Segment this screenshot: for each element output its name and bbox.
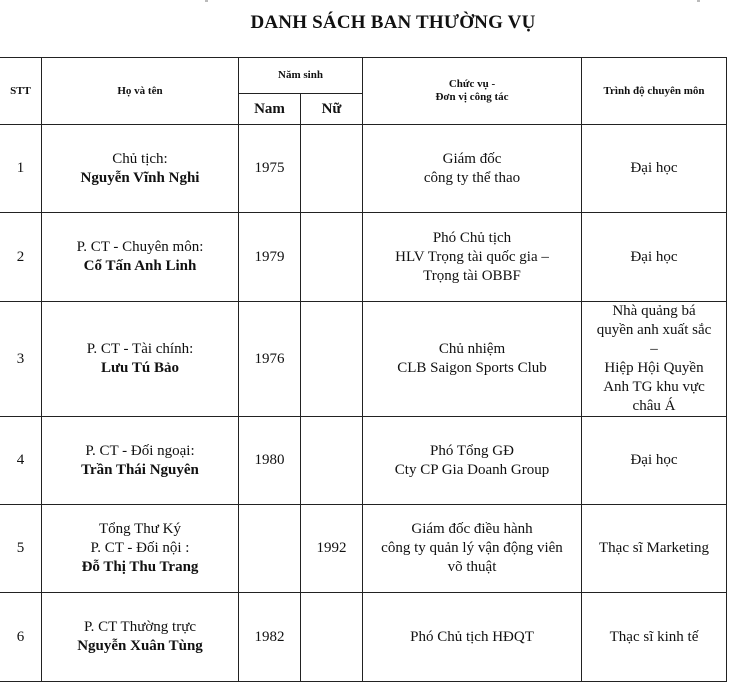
member-name: Lưu Tú Bảo: [101, 360, 179, 376]
qualification-line: Đại học: [630, 452, 678, 468]
position-line: Giám đốc: [442, 150, 502, 167]
name-cell: [42, 417, 239, 505]
member-name: Đỗ Thị Thu Trang: [81, 559, 199, 575]
qualification-line: Thạc sĩ kinh tế: [609, 628, 699, 645]
header-position: [363, 58, 582, 125]
document-title: DANH SÁCH BAN THƯỜNG VỤ: [250, 12, 536, 33]
table-row: [0, 302, 727, 417]
header-male: Nam: [239, 94, 301, 125]
role-label: Chủ tịch:: [112, 150, 168, 167]
position-line: Chủ nhiệm: [438, 341, 506, 357]
position-line: Phó Chủ tịch: [432, 229, 512, 246]
qualification-line: Anh TG khu vực: [603, 379, 705, 395]
name-cell: [42, 302, 239, 417]
position-cell: [363, 593, 582, 682]
stt-cell: 3: [0, 302, 42, 417]
standing-committee-table: [0, 57, 727, 682]
role-label: P. CT - Tài chính:: [86, 341, 194, 357]
qualification-cell: [582, 417, 727, 505]
member-name: Nguyễn Vĩnh Nghi: [80, 169, 200, 186]
role-label: Tổng Thư Ký: [98, 521, 182, 537]
birth-year-male-cell: 1980: [239, 417, 301, 505]
role-label: P. CT - Đối ngoại:: [85, 442, 195, 459]
birth-year-male-cell: 1975: [239, 125, 301, 213]
table-row: [0, 213, 727, 302]
name-cell: [42, 125, 239, 213]
header-qualification: Trình độ chuyên môn: [582, 58, 727, 125]
table-row: [0, 417, 727, 505]
position-cell: [363, 302, 582, 417]
qualification-line: quyền anh xuất sắc: [596, 322, 712, 338]
qualification-line: –: [650, 341, 658, 357]
position-line: Cty CP Gia Doanh Group: [394, 461, 550, 478]
birth-year-male-cell: 1979: [239, 213, 301, 302]
header-birth-year: Năm sinh: [239, 58, 363, 94]
qualification-cell: [582, 125, 727, 213]
position-line: Giám đốc điều hành: [411, 521, 533, 537]
birth-year-female-cell: [301, 213, 363, 302]
birth-year-female-cell: [301, 302, 363, 417]
position-line: công ty quản lý vận động viên: [381, 540, 563, 556]
qualification-line: Thạc sĩ Marketing: [599, 540, 709, 556]
position-line: CLB Saigon Sports Club: [397, 360, 547, 376]
birth-year-female-cell: [301, 593, 363, 682]
position-cell: [363, 417, 582, 505]
qualification-line: Đại học: [630, 248, 678, 265]
qualification-cell: [582, 593, 727, 682]
position-line: công ty thể thao: [423, 169, 521, 186]
header-female: Nữ: [301, 94, 363, 125]
stt-cell: 5: [0, 505, 42, 593]
name-cell: [42, 593, 239, 682]
table-row: [0, 593, 727, 682]
role-label: P. CT Thường trực: [84, 619, 196, 635]
qualification-line: châu Á: [632, 398, 676, 414]
birth-year-male-cell: 1982: [239, 593, 301, 682]
table-row: [0, 125, 727, 213]
qualification-cell: [582, 505, 727, 593]
name-cell: [42, 505, 239, 593]
qualification-cell: [582, 302, 727, 417]
position-line: Phó Chủ tịch HĐQT: [410, 628, 534, 645]
qualification-cell: [582, 213, 727, 302]
header-position-line: Đơn vị công tác: [435, 91, 509, 103]
position-cell: [363, 505, 582, 593]
birth-year-female-cell: [301, 125, 363, 213]
position-cell: [363, 213, 582, 302]
position-line: HLV Trọng tài quốc gia –: [395, 248, 549, 265]
position-cell: [363, 125, 582, 213]
position-line: Trọng tài OBBF: [423, 267, 521, 284]
table-body: [0, 125, 727, 682]
name-cell: [42, 213, 239, 302]
birth-year-female-cell: [301, 417, 363, 505]
stt-cell: 2: [0, 213, 42, 302]
header-name: Họ và tên: [42, 58, 239, 125]
header-position-line: Chức vụ -: [448, 78, 496, 90]
position-line: võ thuật: [447, 559, 497, 575]
member-name: Cổ Tấn Anh Linh: [83, 258, 197, 274]
qualification-line: Nhà quảng bá: [612, 303, 696, 319]
birth-year-male-cell: [239, 505, 301, 593]
birth-year-female-cell: 1992: [301, 505, 363, 593]
position-line: Phó Tổng GĐ: [430, 442, 514, 459]
qualification-line: Hiệp Hội Quyền: [604, 360, 704, 376]
stt-cell: 6: [0, 593, 42, 682]
stt-cell: 4: [0, 417, 42, 505]
birth-year-male-cell: 1976: [239, 302, 301, 417]
role-label: P. CT - Đối nội :: [90, 540, 190, 556]
header-stt: STT: [0, 58, 42, 125]
member-name: Trần Thái Nguyên: [81, 461, 199, 478]
qualification-line: Đại học: [630, 160, 678, 176]
header-row: [0, 58, 727, 94]
member-name: Nguyễn Xuân Tùng: [77, 638, 203, 654]
cropped-text-remnant: [0, 0, 730, 4]
stt-cell: 1: [0, 125, 42, 213]
table-row: [0, 505, 727, 593]
role-label: P. CT - Chuyên môn:: [76, 239, 204, 255]
